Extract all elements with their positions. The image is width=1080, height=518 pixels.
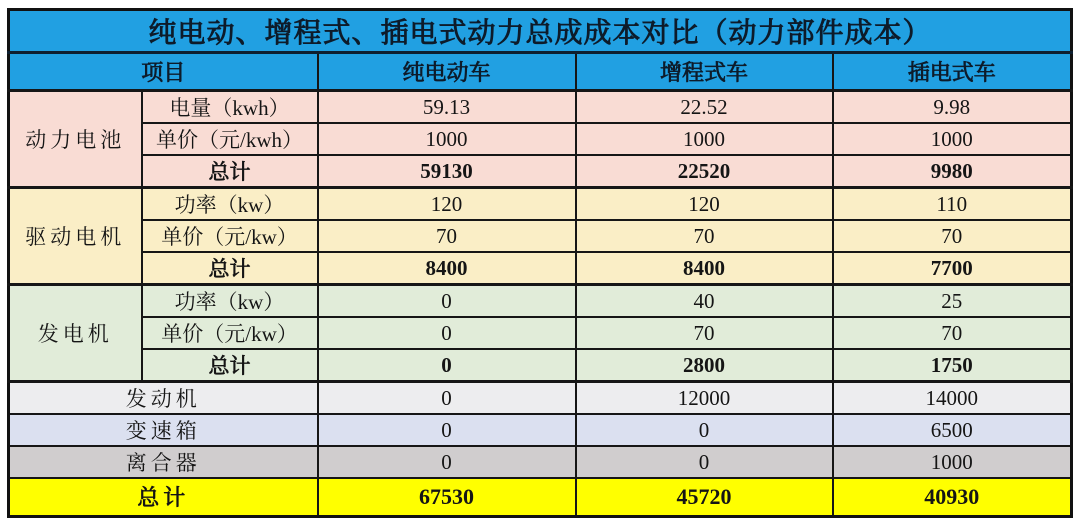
subtotal-cell: 8400 [576,252,833,285]
value-cell: 0 [318,414,576,446]
row-label: 电量（kwh） [142,91,318,124]
value-cell: 70 [576,317,833,349]
grand-total-cell: 45720 [576,478,833,516]
value-cell: 1000 [833,446,1072,478]
column-header-bev: 纯电动车 [318,53,576,91]
value-cell: 70 [576,220,833,252]
row-label: 单价（元/kwh） [142,123,318,155]
value-cell: 40 [576,285,833,318]
value-cell: 14000 [833,382,1072,415]
group-cell-battery: 动力电池 [9,91,142,188]
column-header-phev: 插电式车 [833,53,1072,91]
group-cell-generator: 发电机 [9,285,142,382]
value-cell: 1000 [833,123,1072,155]
row-label-engine: 发动机 [9,382,318,415]
powertrain-cost-table [7,8,1073,518]
value-cell: 0 [318,446,576,478]
subtotal-cell: 9980 [833,155,1072,188]
grand-total-label: 总计 [9,478,318,516]
row-label: 单价（元/kw） [142,317,318,349]
column-header-erev: 增程式车 [576,53,833,91]
subtotal-cell: 2800 [576,349,833,382]
value-cell: 0 [318,382,576,415]
value-cell: 70 [318,220,576,252]
value-cell: 1000 [318,123,576,155]
subtotal-cell: 1750 [833,349,1072,382]
subtotal-cell: 0 [318,349,576,382]
value-cell: 70 [833,317,1072,349]
value-cell: 22.52 [576,91,833,124]
value-cell: 110 [833,188,1072,221]
subtotal-label: 总计 [142,155,318,188]
row-label: 功率（kw） [142,285,318,318]
column-header-item: 项目 [9,53,318,91]
value-cell: 9.98 [833,91,1072,124]
value-cell: 12000 [576,382,833,415]
table-title: 纯电动、增程式、插电式动力总成成本对比（动力部件成本） [9,10,1072,53]
value-cell: 120 [576,188,833,221]
value-cell: 1000 [576,123,833,155]
row-label-clutch: 离合器 [9,446,318,478]
grand-total-cell: 67530 [318,478,576,516]
subtotal-label: 总计 [142,252,318,285]
value-cell: 0 [576,414,833,446]
value-cell: 70 [833,220,1072,252]
value-cell: 25 [833,285,1072,318]
value-cell: 59.13 [318,91,576,124]
subtotal-label: 总计 [142,349,318,382]
group-cell-drive-motor: 驱动电机 [9,188,142,285]
value-cell: 0 [318,317,576,349]
row-label: 功率（kw） [142,188,318,221]
row-label-gearbox: 变速箱 [9,414,318,446]
subtotal-cell: 7700 [833,252,1072,285]
subtotal-cell: 8400 [318,252,576,285]
subtotal-cell: 59130 [318,155,576,188]
grand-total-cell: 40930 [833,478,1072,516]
value-cell: 6500 [833,414,1072,446]
subtotal-cell: 22520 [576,155,833,188]
value-cell: 0 [318,285,576,318]
value-cell: 120 [318,188,576,221]
row-label: 单价（元/kw） [142,220,318,252]
value-cell: 0 [576,446,833,478]
